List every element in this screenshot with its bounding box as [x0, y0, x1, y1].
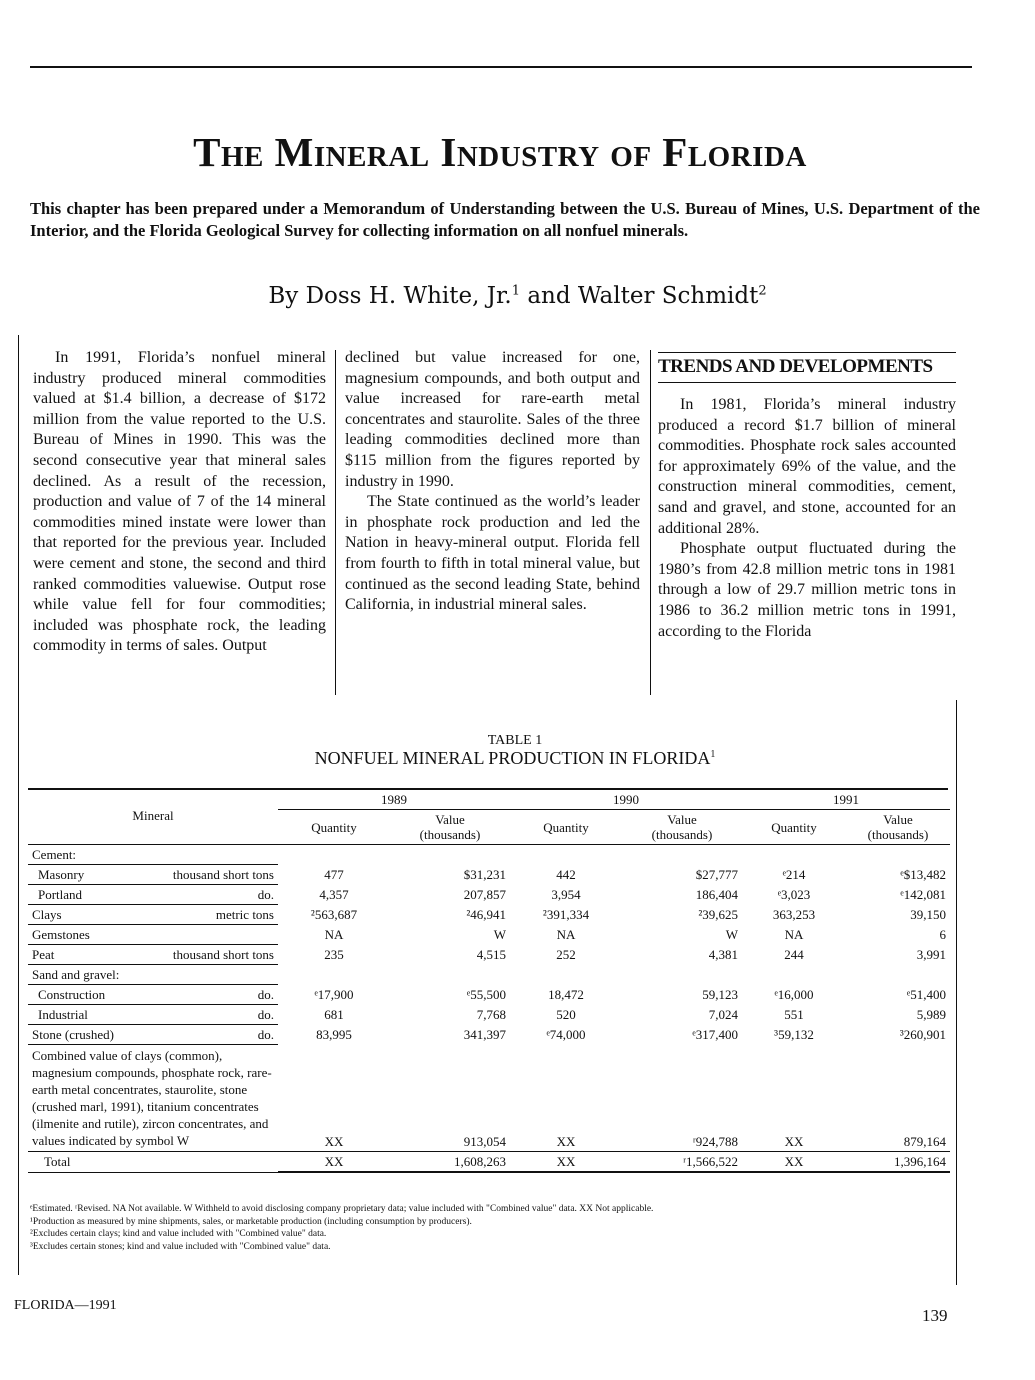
row-label: [28, 1005, 278, 1025]
table-title-text: NONFUEL MINERAL PRODUCTION IN FLORIDA: [314, 748, 711, 768]
table-footnotes: [30, 1203, 653, 1253]
table-row: [28, 845, 950, 865]
cell: ²46,941: [466, 906, 506, 922]
byline-author-2: and Walter Schmidt: [520, 283, 759, 309]
cell: 207,857: [463, 886, 506, 902]
table-row: [28, 985, 950, 1005]
row-name: Masonry: [38, 867, 85, 882]
cell: ²39,625: [698, 906, 738, 922]
cell: ᵉ317,400: [692, 1026, 738, 1042]
table-row: [28, 1005, 950, 1025]
cell: 3,954: [551, 886, 581, 902]
year-header-1989: 1989: [278, 790, 510, 810]
cell: ᵉ74,000: [546, 1026, 586, 1042]
value-header: [390, 810, 510, 845]
cell: 913,054: [463, 1134, 506, 1149]
table-row: [28, 1045, 950, 1152]
cell: 6: [939, 926, 946, 942]
footnote: ¹Production as measured by mine shipments, sales, or marketable production (including consumption by producers).: [30, 1216, 472, 1227]
year-header-row: [28, 790, 950, 810]
row-label-total: Total: [28, 1152, 278, 1173]
text-column-1: [33, 348, 326, 657]
column-2-paragraph-2: The State continued as the world’s leader in phosphate rock production and led the Nation in heavy-mineral output. Florida fell from fourth to fifth in total mineral value, but continued as the second leading State, behind California, in industrial mineral sales.: [345, 493, 640, 614]
cell: 363,253: [772, 906, 816, 922]
row-name: Clays: [32, 907, 62, 922]
cell: 1,396,164: [846, 1152, 950, 1173]
value-header-line2: (thousands): [651, 827, 713, 842]
cell: 7,768: [476, 1006, 506, 1022]
column-divider-1: [335, 350, 336, 695]
byline-author-1: By Doss H. White, Jr.: [268, 283, 512, 309]
cell: W: [725, 926, 738, 942]
cell: ³59,132: [774, 1026, 814, 1042]
footnote: ²Excludes certain clays; kind and value included with "Combined value" data.: [30, 1229, 327, 1239]
left-margin-rule: [18, 335, 19, 1275]
row-label: [28, 925, 278, 945]
row-label: [28, 885, 278, 905]
empty-cell: [278, 965, 950, 985]
cell: 1,608,263: [390, 1152, 510, 1173]
text-column-2: [345, 348, 640, 616]
footnote: ᵉEstimated. ʳRevised. NA Not available. W Withheld to avoid disclosing company proprietary data; value included with "Combined value" data. XX Not applicable.: [30, 1204, 654, 1214]
table-row: [28, 885, 950, 905]
table-title-footnote: 1: [710, 749, 716, 760]
cell: 4,381: [708, 946, 738, 962]
cell: NA: [784, 926, 804, 942]
table-title: [230, 748, 800, 769]
row-name: Peat: [32, 947, 55, 962]
cell: ᵉ55,500: [466, 986, 506, 1002]
value-header: [622, 810, 742, 845]
cell: 3,991: [916, 946, 946, 962]
cell: $27,777: [695, 866, 738, 882]
table-label: TABLE 1: [487, 733, 543, 748]
column-3-paragraph-1: In 1981, Florida’s mineral industry produced a record $1.7 billion of mineral commodities. Phosphate rock sales accounted for approximately 69% of the value, and the construction mineral commodities, cement, sand and gravel, and stone, accounted for an additional 28%.: [658, 396, 956, 537]
cell: ᵉ16,000: [774, 986, 814, 1002]
table-row-total: [28, 1152, 950, 1173]
row-unit: do.: [257, 1007, 274, 1022]
cell: 551: [784, 1006, 804, 1022]
cell: XX: [784, 1134, 804, 1149]
footnote: ³Excludes certain stones; kind and value included with "Combined value" data.: [30, 1241, 331, 1252]
row-name: Stone (crushed): [32, 1027, 114, 1042]
cell: W: [493, 926, 506, 942]
row-label: [28, 945, 278, 965]
value-header-line1: Value: [667, 812, 697, 827]
cell: 18,472: [548, 986, 584, 1002]
table-row: [28, 945, 950, 965]
cell: ³260,901: [899, 1026, 946, 1042]
cell: 83,995: [316, 1026, 352, 1042]
running-footer: FLORIDA—1991: [14, 1298, 117, 1313]
value-header: [846, 810, 950, 845]
table-row: [28, 965, 950, 985]
cell: XX: [278, 1152, 390, 1173]
table-row: [28, 865, 950, 885]
cell: ᵉ17,900: [314, 986, 354, 1002]
right-margin-rule: [956, 700, 957, 1285]
column-2-paragraph-1: declined but value increased for one, magnesium compounds, and both output and value increased for rare-earth metal concentrates and staurolite. Sales of the three leading commodities declined more than $115 million from the figures reported by industry in 1990.: [345, 349, 640, 490]
cell: 5,989: [916, 1006, 946, 1022]
preface-note: This chapter has been prepared under a Memorandum of Understanding between the U.S. Bureau of Mines, U.S. Department of the Interior, and the Florida Geological Survey for collecting information on all nonfuel minerals.: [30, 199, 980, 240]
text-column-3: [658, 352, 956, 642]
empty-cell: [278, 845, 950, 865]
cell: ᵉ142,081: [900, 886, 946, 902]
table-row: [28, 1025, 950, 1045]
row-unit: thousand short tons: [172, 947, 274, 962]
cell: ᵉ$13,482: [900, 866, 946, 882]
cell: 252: [556, 946, 576, 962]
value-header-line2: (thousands): [867, 827, 929, 842]
byline-footnote-2: 2: [758, 283, 767, 299]
mineral-column-header: Mineral: [132, 808, 174, 823]
row-label-sand-gravel: Sand and gravel:: [28, 965, 278, 985]
cell: 4,357: [319, 886, 349, 902]
cell: 341,397: [463, 1026, 506, 1042]
cell: $31,231: [463, 866, 506, 882]
cell: 520: [556, 1006, 576, 1022]
cell: 442: [556, 866, 576, 882]
row-name: Construction: [38, 987, 106, 1002]
production-table: [28, 790, 950, 1173]
cell: XX: [742, 1152, 846, 1173]
row-unit: do.: [257, 887, 274, 902]
cell: ²563,687: [310, 906, 358, 922]
row-label-combined: Combined value of clays (common), magnesium compounds, phosphate rock, rare-earth metal concentrates, staurolite, stone (crushed marl, 1991), titanium concentrates (ilmenite and rutile), zircon concentrates, and values indicated by symbol W: [28, 1045, 278, 1152]
cell: 477: [324, 866, 344, 882]
quantity-header: Quantity: [771, 819, 817, 835]
cell: XX: [510, 1152, 622, 1173]
row-name: Portland: [38, 887, 83, 902]
cell: XX: [324, 1134, 344, 1149]
row-unit: do.: [257, 987, 274, 1002]
cell: 39,150: [910, 906, 946, 922]
cell: ᵉ214: [782, 866, 806, 882]
cell: NA: [324, 926, 344, 942]
value-header-line1: Value: [883, 812, 913, 827]
row-name: Gemstones: [32, 927, 90, 942]
cell: 681: [324, 1006, 344, 1022]
cell: 186,404: [695, 886, 738, 902]
cell: NA: [556, 926, 576, 942]
value-header-line1: Value: [435, 812, 465, 827]
page-number: 139: [922, 1306, 948, 1325]
year-header-1991: 1991: [742, 790, 950, 810]
cell: ʳ924,788: [692, 1134, 738, 1149]
quantity-header: Quantity: [543, 819, 589, 835]
page-title: The Mineral Industry of Florida: [193, 129, 807, 175]
cell: ᵉ3,023: [777, 886, 811, 902]
row-unit: thousand short tons: [172, 867, 274, 882]
cell: 235: [324, 946, 344, 962]
table-row: [28, 905, 950, 925]
top-rule: [30, 66, 972, 68]
cell: ²391,334: [542, 906, 590, 922]
row-unit: metric tons: [215, 907, 274, 922]
byline-footnote-1: 1: [511, 283, 521, 299]
table-row: [28, 925, 950, 945]
byline: [0, 283, 1035, 309]
row-unit: do.: [257, 1027, 274, 1042]
cell: 4,515: [476, 946, 506, 962]
column-divider-2: [650, 350, 651, 695]
value-header-line2: (thousands): [419, 827, 481, 842]
cell: ʳ1,566,522: [622, 1152, 742, 1173]
year-header-1990: 1990: [510, 790, 742, 810]
cell: 879,164: [903, 1134, 946, 1149]
cell: 59,123: [702, 986, 738, 1002]
cell: ᵉ51,400: [906, 986, 946, 1002]
column-1-paragraph: In 1991, Florida’s nonfuel mineral industry produced mineral commodities valued at $1.4 billion, a decrease of $172 million from the value reported to the U.S. Bureau of Mines in 1990. This was the second consecutive year that mineral sales declined. As a result of the recession, production and value of 7 of the 14 mineral commodities mined instate were lower than that reported for the previous year. Included were cement and stone, the second and third ranked commodities valuewise. Output rose while value fell for four commodities; included was phosphate rock, the leading commodity in terms of sales. Output: [33, 349, 326, 655]
row-label: [28, 1025, 278, 1045]
row-label: [28, 905, 278, 925]
row-name: Industrial: [38, 1007, 88, 1022]
quantity-header: Quantity: [311, 819, 357, 835]
row-label: [28, 865, 278, 885]
cell: XX: [556, 1134, 576, 1149]
row-label: [28, 985, 278, 1005]
section-heading-trends: TRENDS AND DEVELOPMENTS: [658, 352, 956, 383]
row-label-cement: Cement:: [28, 845, 278, 865]
column-3-paragraph-2: Phosphate output fluctuated during the 1980’s from 42.8 million metric tons in 1981 through a low of 29.7 million metric tons in 1986 to 36.2 million metric tons in 1991, according to the Florida: [658, 540, 956, 640]
cell: 7,024: [708, 1006, 738, 1022]
cell: 244: [784, 946, 804, 962]
